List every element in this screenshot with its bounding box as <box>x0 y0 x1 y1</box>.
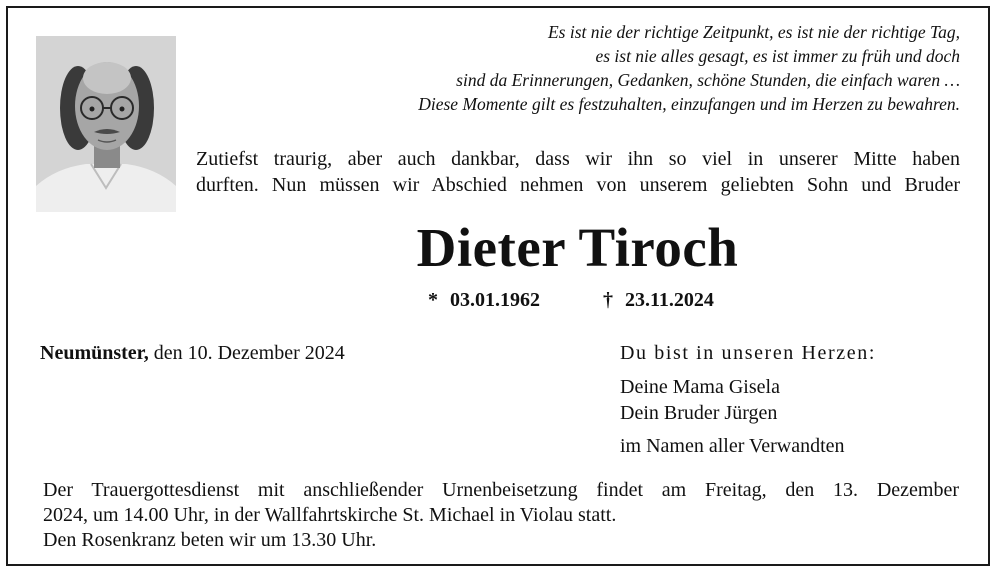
mourner-line: Deine Mama Gisela <box>620 376 780 398</box>
poem-line: Es ist nie der richtige Zeitpunkt, es ist nie der richtige Tag, <box>547 22 960 42</box>
mourners <box>620 340 876 459</box>
intro-line: Zutiefst traurig, aber auch dankbar, dass wir ihn so viel in unserer Mitte haben <box>196 148 960 170</box>
portrait-photo <box>36 36 176 212</box>
birth-date <box>428 287 540 313</box>
service-line: 2024, um 14.00 Uhr, in der Wallfahrtskirche St. Michael in Violau statt. <box>43 504 617 526</box>
mourners-heading: Du bist in unseren Herzen: <box>620 342 876 364</box>
place-city: Neumünster, <box>40 342 149 364</box>
death-symbol: † <box>603 289 613 311</box>
birth-date-value: 03.01.1962 <box>450 289 540 311</box>
service-info <box>43 478 959 553</box>
death-date-value: 23.11.2024 <box>625 289 714 311</box>
service-line: Der Trauergottesdienst mit anschließender Urnenbeisetzung findet am Freitag, den 13. Dezember <box>43 479 959 501</box>
deceased-name: Dieter Tiroch <box>416 217 739 278</box>
poem-line: Diese Momente gilt es festzuhalten, einzufangen und im Herzen zu bewahren. <box>418 94 960 114</box>
place-and-date <box>40 340 345 366</box>
birth-symbol: * <box>428 289 438 311</box>
service-line: Den Rosenkranz beten wir um 13.30 Uhr. <box>43 529 377 551</box>
intro-text <box>196 146 960 198</box>
mourner-line: im Namen aller Verwandten <box>620 435 845 457</box>
poem-line: sind da Erinnerungen, Gedanken, schöne Stunden, die einfach waren … <box>456 70 960 90</box>
poem-line: es ist nie alles gesagt, es ist immer zu früh und doch <box>595 46 960 66</box>
place-date: den 10. Dezember 2024 <box>148 342 345 364</box>
poem <box>240 20 960 116</box>
mourner-line: Dein Bruder Jürgen <box>620 402 778 424</box>
intro-line: durften. Nun müssen wir Abschied nehmen von unserem geliebten Sohn und Bruder <box>196 174 960 196</box>
death-date <box>603 287 714 313</box>
